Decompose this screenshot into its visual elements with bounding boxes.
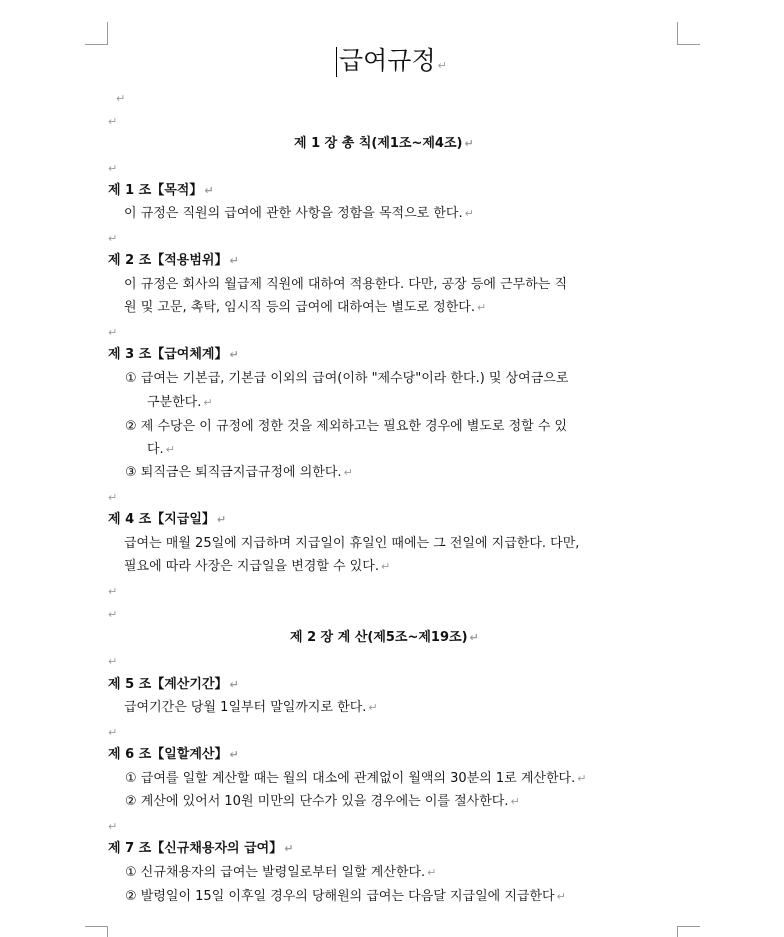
crop-mark-bottom-left	[85, 926, 108, 937]
article-3-item-2-line-1: ② 제 수당은 이 규정에 정한 것을 제외하고는 필요한 경우에 별도로 정할 수 있	[125, 419, 568, 434]
paragraph-mark-icon: ↵	[108, 491, 118, 504]
paragraph-mark-icon: ↵	[229, 348, 239, 361]
article-3-item-3: ③ 퇴직금은 퇴직금지급규정에 의한다. ↵	[125, 465, 353, 480]
crop-mark-top-left	[85, 22, 108, 45]
paragraph-mark-icon: ↵	[108, 162, 118, 175]
paragraph-mark-icon: ↵	[204, 184, 214, 197]
paragraph-mark-icon: ↵	[108, 726, 118, 739]
article-5-heading: 제 5 조【계산기간】 ↵	[108, 677, 239, 692]
paragraph-mark-icon: ↵	[476, 301, 487, 314]
paragraph-mark-icon: ↵	[556, 890, 566, 903]
article-6-item-2: ② 계산에 있어서 10원 미만의 단수가 있을 경우에는 이를 절사한다. ↵	[125, 794, 520, 809]
article-5-text: 급여기간은 당월 1일부터 말일까지로 한다. ↵	[124, 700, 378, 715]
paragraph-mark-icon: ↵	[203, 396, 213, 409]
article-2-text-line-1: 이 규정은 회사의 월급제 직원에 대하여 적용한다. 다만, 공장 등에 근무하는 직	[124, 277, 568, 292]
paragraph-mark-icon: ↵	[469, 631, 479, 644]
paragraph-mark-icon: ↵	[108, 585, 118, 598]
article-4-heading: 제 4 조【지급일】 ↵	[108, 512, 227, 527]
chapter-1-heading: 제 1 장 총 칙(제1조~제4조) ↵	[294, 136, 474, 151]
article-3-item-2-line-2: 다. ↵	[147, 442, 175, 457]
text-cursor	[336, 47, 337, 77]
paragraph-mark-icon: ↵	[165, 443, 175, 456]
paragraph-mark-icon: ↵	[284, 842, 294, 855]
paragraph-mark-icon: ↵	[108, 326, 118, 339]
crop-mark-top-right	[677, 22, 700, 45]
paragraph-mark-icon: ↵	[229, 254, 239, 267]
article-7-heading: 제 7 조【신규채용자의 급여】 ↵	[108, 841, 294, 856]
crop-mark-bottom-right	[677, 926, 700, 937]
document-title[interactable]	[336, 44, 447, 83]
paragraph-mark-icon: ↵	[116, 92, 126, 105]
article-1-heading: 제 1 조【목적】 ↵	[108, 183, 214, 198]
article-6-heading: 제 6 조【일할계산】 ↵	[108, 747, 239, 762]
paragraph-mark-icon: ↵	[216, 513, 227, 526]
article-7-item-1: ① 신규채용자의 급여는 발령일로부터 일할 계산한다. ↵	[125, 865, 437, 880]
article-7-item-2: ② 발령일이 15일 이후일 경우의 당해원의 급여는 다음달 지급일에 지급한다 ↵	[125, 889, 566, 904]
paragraph-mark-icon: ↵	[427, 866, 437, 879]
paragraph-mark-icon: ↵	[108, 820, 118, 833]
paragraph-mark-icon: ↵	[464, 137, 474, 150]
paragraph-mark-icon: ↵	[108, 232, 118, 245]
paragraph-mark-icon: ↵	[510, 795, 520, 808]
paragraph-mark-icon: ↵	[368, 701, 378, 714]
chapter-2-heading: 제 2 장 계 산(제5조~제19조) ↵	[290, 630, 479, 645]
paragraph-mark-icon: ↵	[108, 608, 118, 621]
article-6-item-1: ① 급여를 일할 계산할 때는 월의 대소에 관계없이 월액의 30분의 1로 계산한다. ↵	[125, 771, 587, 786]
article-4-text-line-1: 급여는 매월 25일에 지급하며 지급일이 휴일인 때에는 그 전일에 지급한다. 다만,	[124, 536, 580, 551]
article-3-heading: 제 3 조【급여체계】 ↵	[108, 347, 239, 362]
article-3-item-1-line-2: 구분한다. ↵	[147, 395, 213, 410]
paragraph-mark-icon: ↵	[464, 207, 474, 220]
paragraph-mark-icon: ↵	[380, 560, 391, 573]
article-3-item-1-line-1: ① 급여는 기본급, 기본급 이외의 급여(이하 "제수당"이라 한다.) 및 상여금으로	[125, 371, 569, 386]
paragraph-mark-icon: ↵	[108, 655, 118, 668]
article-1-text: 이 규정은 직원의 급여에 관한 사항을 정함을 목적으로 한다. ↵	[124, 206, 474, 221]
article-2-text-line-2: 원 및 고문, 촉탁, 임시직 등의 급여에 대하여는 별도로 정한다. ↵	[124, 300, 487, 315]
paragraph-mark-icon: ↵	[229, 678, 239, 691]
document-title-text: 급여규정	[339, 46, 436, 75]
paragraph-mark-icon: ↵	[229, 748, 239, 761]
paragraph-mark-icon: ↵	[437, 59, 447, 72]
paragraph-mark-icon: ↵	[343, 466, 353, 479]
paragraph-mark-icon: ↵	[577, 772, 587, 785]
article-2-heading: 제 2 조【적용범위】 ↵	[108, 253, 239, 268]
paragraph-mark-icon: ↵	[108, 115, 118, 128]
article-4-text-line-2: 필요에 따라 사장은 지급일을 변경할 수 있다. ↵	[124, 559, 391, 574]
